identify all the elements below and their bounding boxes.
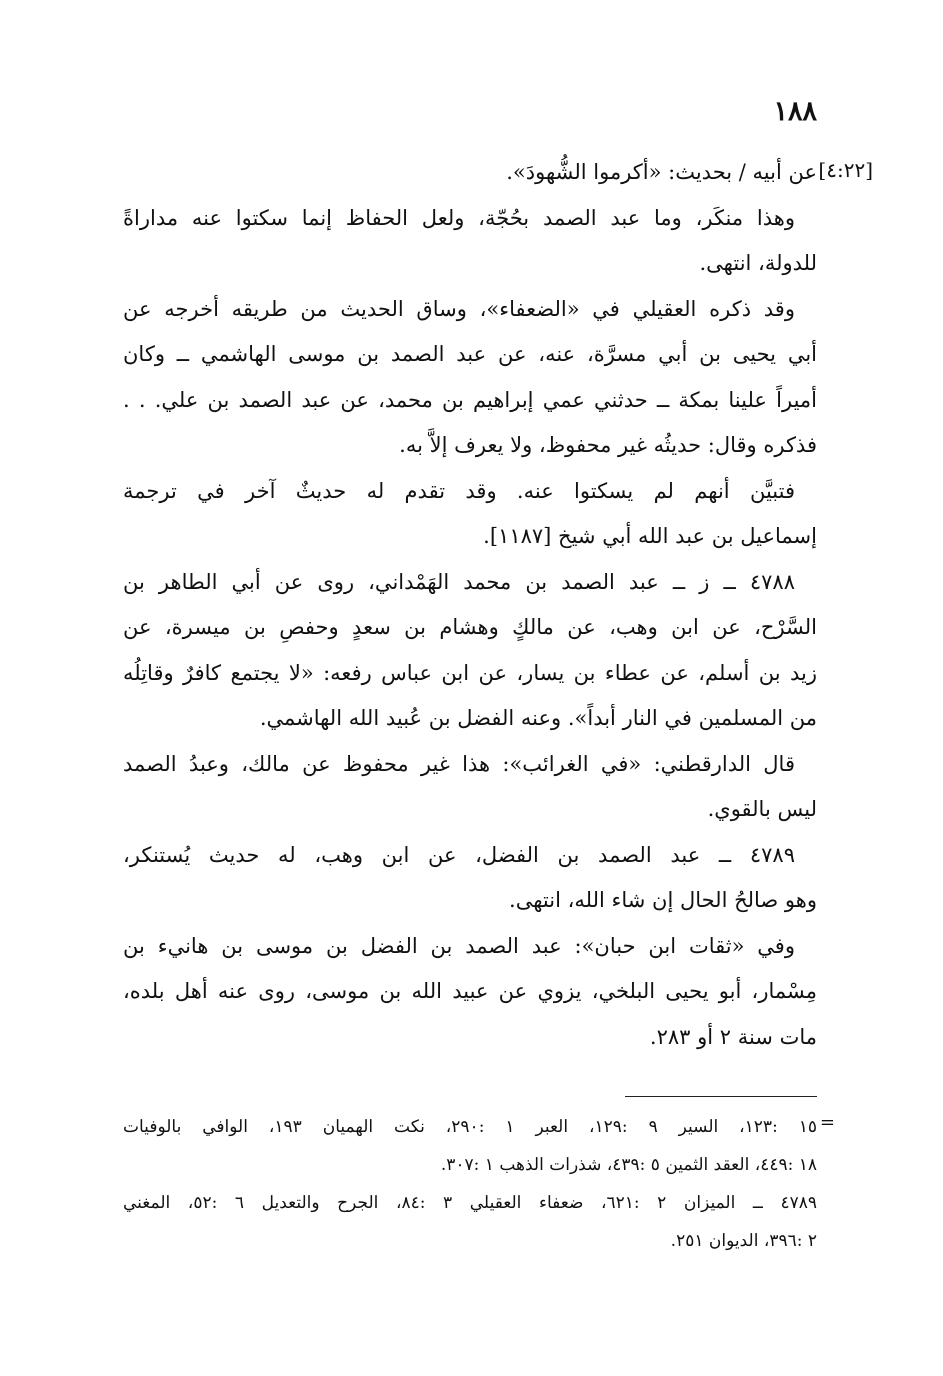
text-line: أميراً علينا بمكة ــ حدثني عمي إبراهيم بن محمد، عن عبد الصمد بن علي. . . bbox=[123, 387, 817, 412]
footnote-line: ١٥ :١٢٣، السير ٩ :١٢٩، العبر ١ :٢٩٠، نكت الهميان ١٩٣، الوافي بالوفيات bbox=[123, 1117, 817, 1137]
text-line: أبي يحيى بن أبي مسرَّة، عنه، عن عبد الصمد بن موسى الهاشمي ــ وكان bbox=[123, 342, 817, 366]
footnote-line: ١٨ :٤٤٩، العقد الثمين ٥ :٤٣٩، شذرات الذهب ١ :٣٠٧. bbox=[440, 1155, 817, 1175]
text-line: للدولة، انتهى. bbox=[699, 251, 817, 275]
footnote-line: ٤٧٨٩ ــ الميزان ٢ :٦٢١، ضعفاء العقيلي ٣ :٨٤، الجرح والتعديل ٦ :٥٢، المغني bbox=[123, 1193, 817, 1213]
text-line: وفي «ثقات ابن حبان»: عبد الصمد بن الفضل بن موسى بن هانيء بن bbox=[123, 933, 795, 958]
text-line: وقد ذكره العقيلي في «الضعفاء»، وساق الحديث من طريقه أخرجه عن bbox=[123, 296, 795, 321]
text-line: فتبيَّن أنهم لم يسكتوا عنه. وقد تقدم له حديثٌ آخر في ترجمة bbox=[123, 478, 795, 503]
footnote-continuation-marker: = bbox=[819, 1112, 835, 1133]
text-line: مِسْمار، أبو يحيى البلخي، يزوي عن عبيد الله بن موسى، روى عنه أهل بلده، bbox=[123, 979, 817, 1003]
footnote-line: ٢ :٣٩٦، الديوان ٢٥١. bbox=[670, 1231, 817, 1251]
text-line: ليس بالقوي. bbox=[707, 797, 817, 821]
text-line: مات سنة ٢ أو ٢٨٣. bbox=[649, 1024, 817, 1049]
text-line: فذكره وقال: حديثُه غير محفوظ، ولا يعرف إلاَّ به. bbox=[399, 433, 817, 457]
footnotes bbox=[123, 1108, 817, 1260]
text-line: زيد بن أسلم، عن عطاء بن يسار، عن ابن عباس رفعه: «لا يجتمع كافرٌ وقاتِلُه bbox=[123, 660, 817, 685]
text-line: قال الدارقطني: «في الغرائب»: هذا غير محفوظ عن مالك، وعبدُ الصمد bbox=[123, 751, 795, 776]
text-line: وهو صالحُ الحال إن شاء الله، انتهى. bbox=[509, 888, 817, 912]
main-text bbox=[123, 150, 817, 1060]
text-line: ٤٧٨٩ ــ عبد الصمد بن الفضل، عن ابن وهب، له حديث يُستنكر، bbox=[123, 842, 795, 867]
text-line: إسماعيل بن عبد الله أبي شيخ [١١٨٧]. bbox=[483, 524, 817, 548]
footnote-divider bbox=[625, 1096, 817, 1097]
text-line: عن أبيه / بحديث: «أكرموا الشُّهودَ». bbox=[506, 160, 817, 184]
text-line: ٤٧٨٨ ــ ز ــ عبد الصمد بن محمد الهَمْداني، روى عن أبي الطاهر بن bbox=[123, 569, 795, 594]
text-line: السَّرْح، عن ابن وهب، عن مالكٍ وهشام بن سعدٍ وحفصِ بن ميسرة، عن bbox=[123, 615, 817, 639]
page-number: ١٨٨ bbox=[773, 96, 817, 127]
text-line: من المسلمين في النار أبداً». وعنه الفضل بن عُبيد الله الهاشمي. bbox=[259, 706, 817, 730]
margin-reference: [٤:٢٢] bbox=[818, 158, 873, 182]
text-line: وهذا منكَر، وما عبد الصمد بحُجّة، ولعل الحفاظ إنما سكتوا عنه مداراةً bbox=[123, 205, 795, 230]
